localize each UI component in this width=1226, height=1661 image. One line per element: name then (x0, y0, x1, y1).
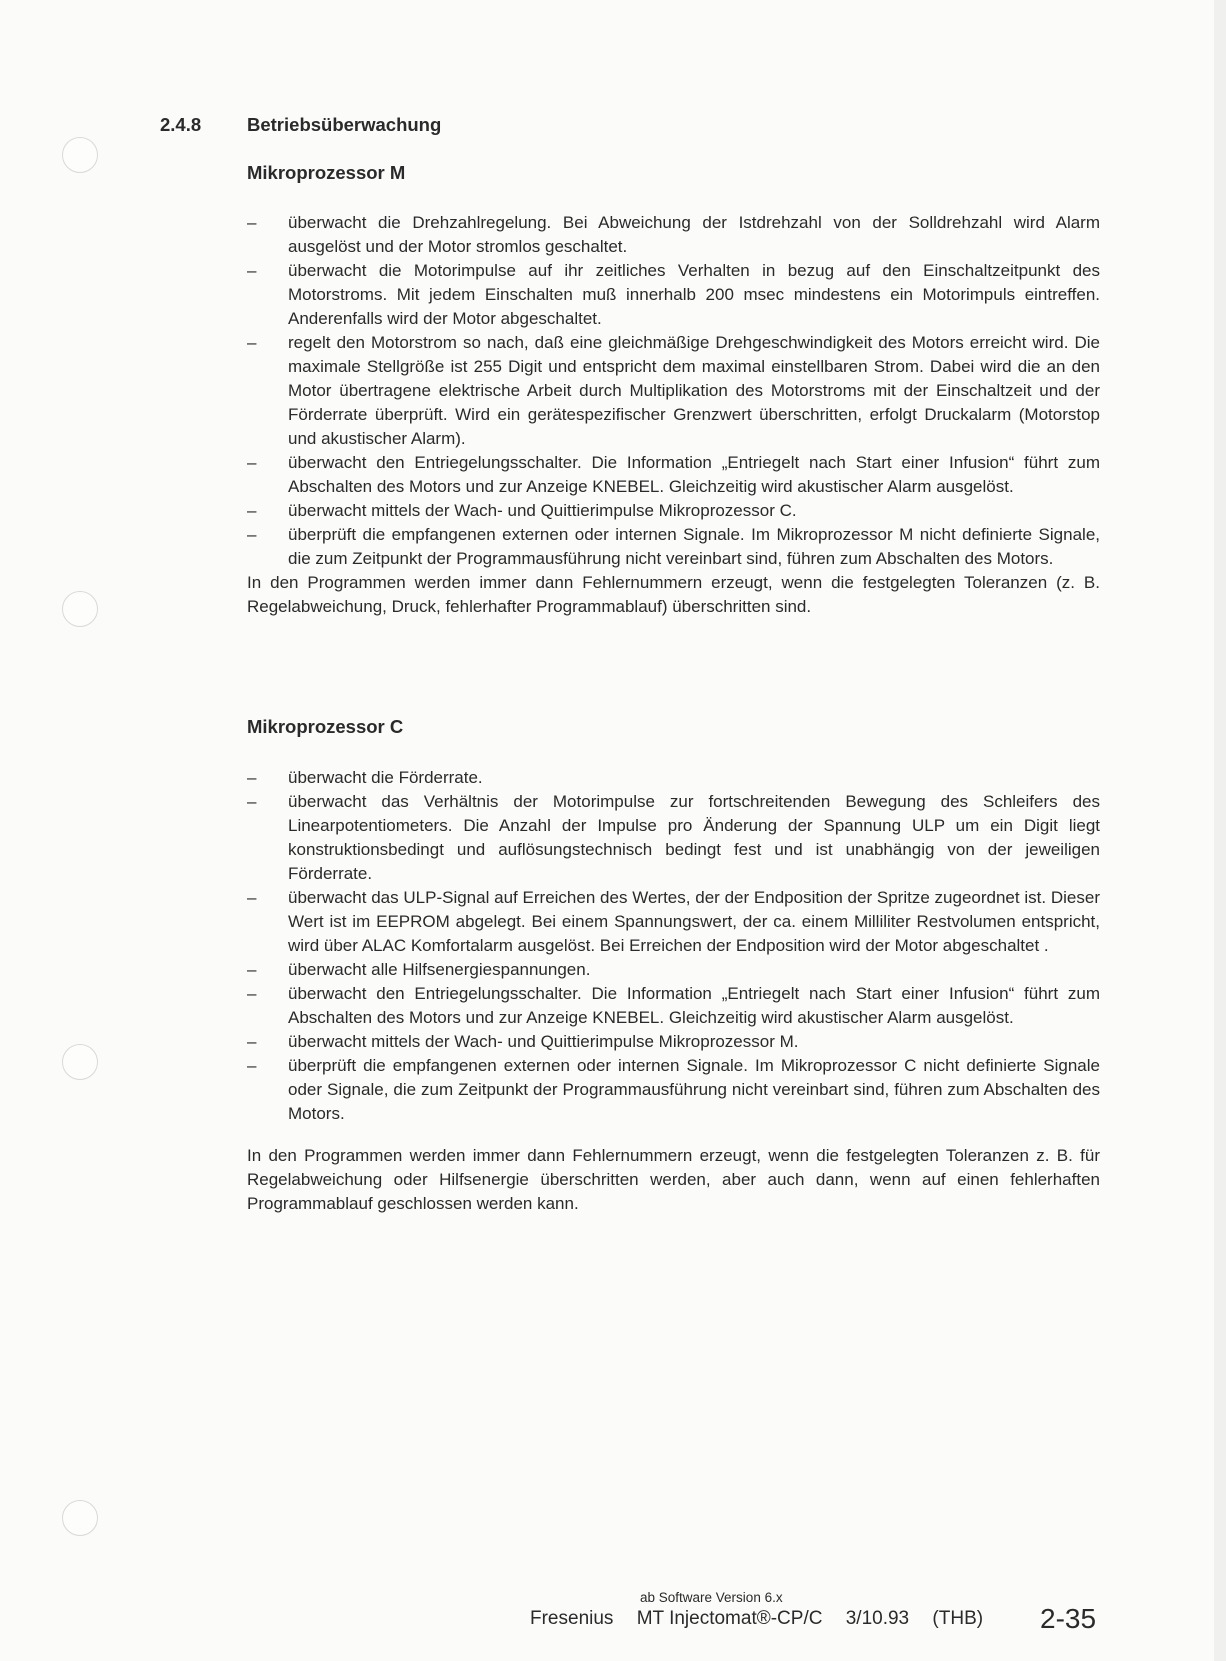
list-item: – überprüft die empfangenen externen oder internen Signale. Im Mikroprozessor M nicht definierte Signale, die zum Zeitpunkt der Programmausführung nicht vereinbart sind, führen zum Abschalten des Motors. (247, 523, 1100, 571)
list-item: – überwacht das ULP-Signal auf Erreichen des Wertes, der der Endposition der Spritze zugeordnet ist. Dieser Wert ist im EEPROM abgelegt. Bei einem Spannungswert, der ca. einem Milliliter Restvolumen entspricht, wird über ALAC Komfortalarm ausgelöst. Bei Erreichen der Endposition wird der Motor abgeschaltet . (247, 886, 1100, 958)
footer-product: MT Injectomat®-CP/C (636, 1608, 823, 1629)
punch-hole-3 (62, 1044, 98, 1080)
mikroprozessor-c-closing: In den Programmen werden immer dann Fehlernummern erzeugt, wenn die festgelegten Toleranzen z. B. für Regelabweichung oder Hilfsenergie überschritten werden, aber auch dann, wenn auf einen fehlerhaften Programmablauf geschlossen werden kann. (247, 1146, 1100, 1213)
list-item: – überwacht alle Hilfsenergiespannungen. (247, 958, 1100, 982)
list-item: – überwacht die Förderrate. (247, 766, 1100, 790)
mikroprozessor-c-list (247, 766, 1100, 1126)
list-item: – überwacht den Entriegelungsschalter. Die Information „Entriegelt nach Start einer Infusion“ führt zum Abschalten des Motors und zur Anzeige KNEBEL. Gleichzeitig wird akustischer Alarm ausgelöst. (247, 982, 1100, 1030)
list-item: – überwacht das Verhältnis der Motorimpulse zur fortschreitenden Bewegung des Schleifers des Linearpotentiometers. Die Anzahl der Impulse pro Änderung der Spannung ULP um ein Digit liegt konstruktionsbedingt und auflösungstechnisch bedingt fest und ist unabhängig von der jeweiligen Förderrate. (247, 790, 1100, 886)
list-item: – überwacht die Motorimpulse auf ihr zeitliches Verhalten in bezug auf den Einschaltzeitpunkt des Motorstroms. Mit jedem Einschalten muß innerhalb 200 msec mindestens ein Motorimpuls eintreffen. Anderenfalls wird der Motor abgeschaltet. (247, 259, 1100, 331)
list-item: – überwacht die Drehzahlregelung. Bei Abweichung der Istdrehzahl von der Solldrehzahl wird Alarm ausgelöst und der Motor stromlos geschaltet. (247, 211, 1100, 259)
list-item: – regelt den Motorstrom so nach, daß eine gleichmäßige Drehgeschwindigkeit des Motors erreicht wird. Die maximale Stellgröße ist 255 Digit und entspricht dem maximal einstellbaren Strom. Dabei wird die an den Motor übertragene elektrische Arbeit durch Multiplikation des Motorstroms mit der Einschaltzeit und der Förderrate überprüft. Wird ein gerätespezifischer Grenzwert überschritten, erfolgt Druckalarm (Motorstop und akustischer Alarm). (247, 331, 1100, 451)
page-number: 2-35 (1040, 1603, 1097, 1634)
punch-hole-4 (62, 1500, 98, 1536)
heading-mikroprozessor-m: Mikroprozessor M (247, 162, 406, 183)
section-number: 2.4.8 (160, 114, 202, 135)
mikroprozessor-m-list (247, 211, 1100, 571)
footer-code: (THB) (932, 1608, 984, 1629)
list-item: – überprüft die empfangenen externen oder internen Signale. Im Mikroprozessor C nicht definierte Signale oder Signale, die zum Zeitpunkt der Programmausführung nicht vereinbart sind, führen zum Abschalten des Motors. (247, 1054, 1100, 1126)
footer-company: Fresenius (530, 1608, 614, 1629)
list-item: – überwacht mittels der Wach- und Quittierimpulse Mikroprozessor M. (247, 1030, 1100, 1054)
mikroprozessor-m-closing: In den Programmen werden immer dann Fehlernummern erzeugt, wenn die festgelegten Toleranzen (z. B. Regelabweichung, Druck, fehlerhafter Programmablauf) überschritten sind. (247, 573, 1100, 616)
page-edge (1214, 0, 1226, 1661)
list-item: – überwacht mittels der Wach- und Quittierimpulse Mikroprozessor C. (247, 499, 1100, 523)
footer-line (530, 1608, 1001, 1630)
footer-date: 3/10.93 (845, 1608, 910, 1629)
footer-software-version: ab Software Version 6.x (640, 1590, 783, 1605)
punch-hole-1 (62, 137, 98, 173)
list-item: – überwacht den Entriegelungsschalter. Die Information „Entriegelt nach Start einer Infusion“ führt zum Abschalten des Motors und zur Anzeige KNEBEL. Gleichzeitig wird akustischer Alarm ausgelöst. (247, 451, 1100, 499)
punch-hole-2 (62, 591, 98, 627)
mikroprozessor-m-section (247, 211, 1100, 619)
section-title: Betriebsüberwachung (247, 114, 442, 135)
heading-mikroprozessor-c: Mikroprozessor C (247, 716, 404, 737)
mikroprozessor-c-section (247, 766, 1100, 1216)
